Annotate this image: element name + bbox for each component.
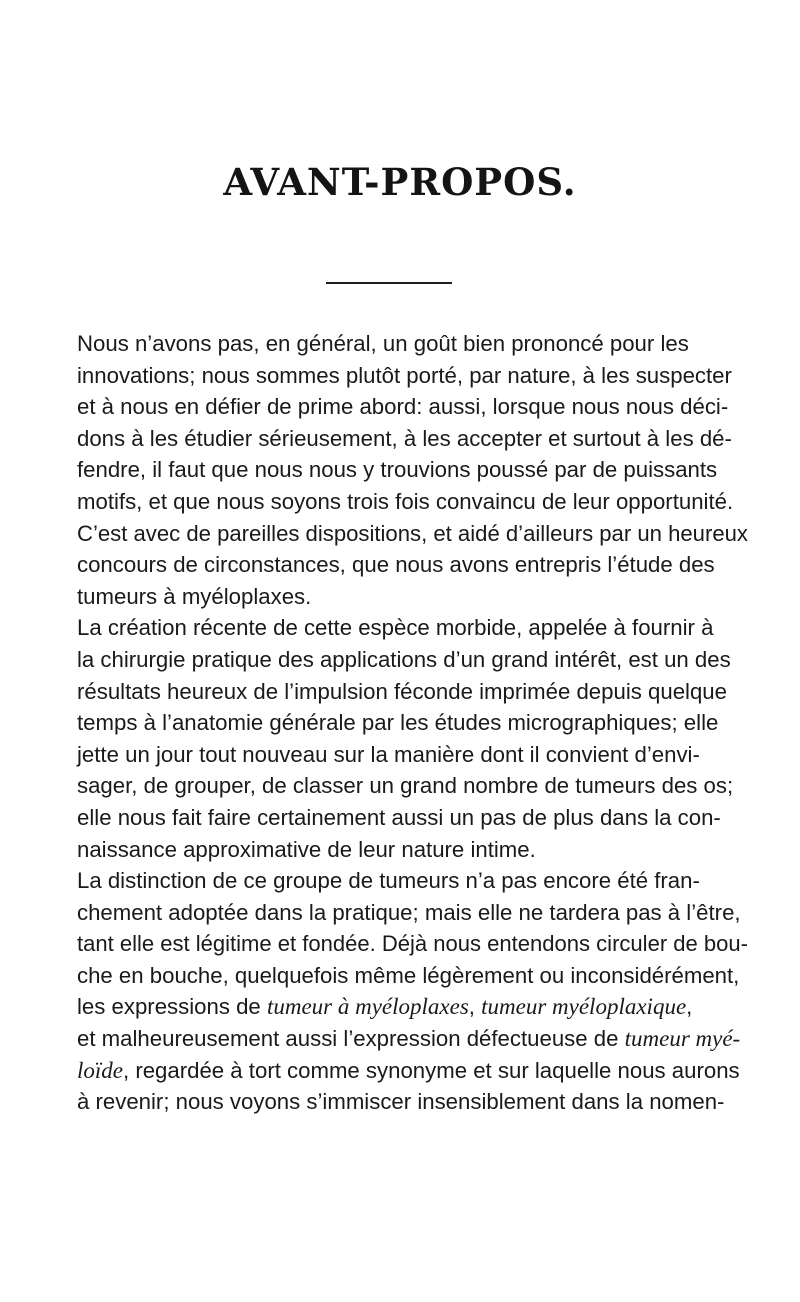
italic-term: tumeur myé- — [624, 1026, 741, 1052]
text-line: chement adoptée dans la pratique; mais elle ne tardera pas à l’être, — [77, 899, 741, 925]
italic-term: loïde — [77, 1057, 123, 1083]
title-divider — [326, 282, 452, 284]
text-line: che en bouche, quelquefois même légèrement ou inconsidérément, — [77, 962, 740, 988]
text-line: innovations; nous sommes plutôt porté, par nature, à les suspecter — [77, 362, 732, 388]
text-line: La distinction de ce groupe de tumeurs n’a pas encore été fran- — [77, 868, 700, 894]
italic-term: tumeur myéloplaxique — [481, 994, 687, 1020]
paragraph-3 — [77, 865, 748, 1118]
text-line: La création récente de cette espèce morbide, appelée à fournir à — [77, 615, 714, 641]
text-line: à revenir; nous voyons s’immiscer insensiblement dans la nomen- — [77, 1089, 725, 1115]
text-segment: et malheureusement aussi l’expression défectueuse de — [77, 1026, 625, 1052]
text-line: tant elle est légitime et fondée. Déjà nous entendons circuler de bou- — [77, 931, 748, 957]
text-segment: , regardée à tort comme synonyme et sur laquelle nous aurons — [123, 1057, 740, 1083]
text-line: temps à l’anatomie générale par les études micrographiques; elle — [77, 710, 719, 736]
page-title: AVANT-PROPOS. — [223, 160, 577, 204]
text-line: sager, de grouper, de classer un grand nombre de tumeurs des os; — [77, 773, 734, 799]
italic-term: tumeur à myéloplaxes — [266, 994, 469, 1020]
text-segment: , — [468, 994, 482, 1020]
text-line — [77, 1055, 748, 1087]
body-text — [77, 328, 748, 1118]
text-line: résultats heureux de l’impulsion féconde imprimée depuis quelque — [77, 678, 727, 704]
text-line: la chirurgie pratique des applications d’un grand intérêt, est un des — [77, 646, 731, 672]
text-line: motifs, et que nous soyons trois fois convaincu de leur opportunité. — [77, 488, 734, 514]
paragraph-2 — [77, 612, 748, 865]
text-line: fendre, il faut que nous nous y trouvions poussé par de puissants — [77, 457, 718, 483]
text-line: C’est avec de pareilles dispositions, et aidé d’ailleurs par un heureux — [77, 520, 748, 546]
text-line — [77, 991, 748, 1023]
text-line: tumeurs à myéloplaxes. — [77, 583, 312, 609]
text-segment: les expressions de — [77, 994, 267, 1020]
text-line: et à nous en défier de prime abord: aussi, lorsque nous nous déci- — [77, 394, 729, 420]
text-line: naissance approximative de leur nature intime. — [77, 836, 536, 862]
text-line: jette un jour tout nouveau sur la manière dont il convient d’envi- — [77, 741, 700, 767]
text-line: concours de circonstances, que nous avons entrepris l’étude des — [77, 552, 715, 578]
paragraph-1 — [77, 328, 748, 612]
text-line — [77, 1023, 748, 1055]
text-segment: , — [686, 994, 693, 1020]
text-line: dons à les étudier sérieusement, à les accepter et surtout à les dé- — [77, 425, 732, 451]
text-line: elle nous fait faire certainement aussi un pas de plus dans la con- — [77, 804, 721, 830]
text-line: Nous n’avons pas, en général, un goût bien prononcé pour les — [77, 331, 689, 356]
